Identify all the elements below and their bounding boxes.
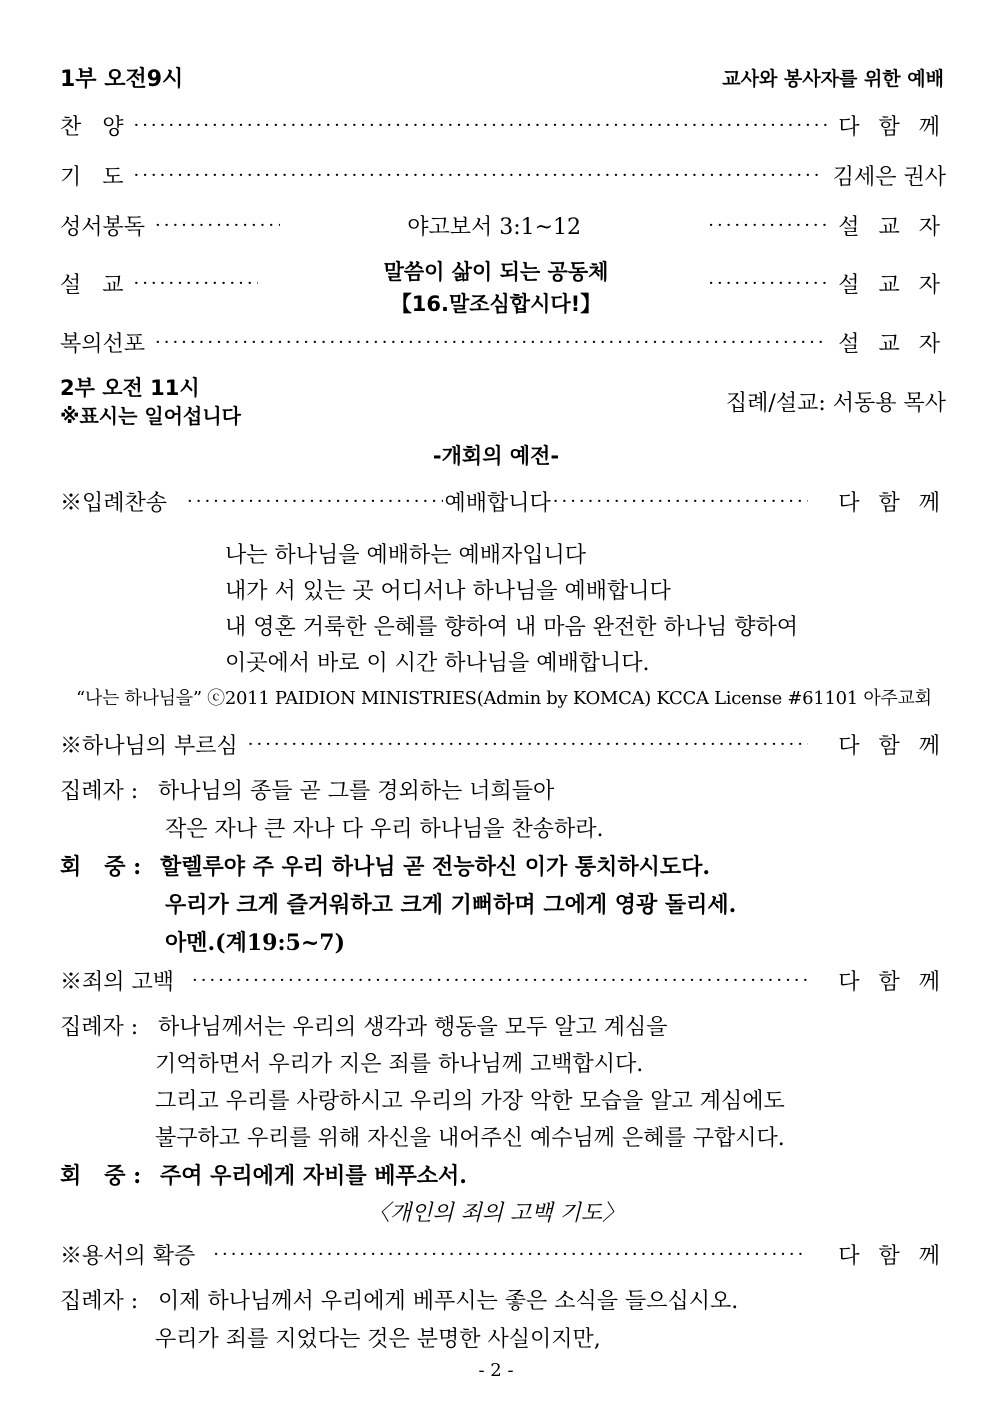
order-item-right: 다 함 께 (838, 114, 946, 140)
sermon-title: 말씀이 삶이 되는 공동체 (383, 260, 609, 284)
leader-line: 우리가 죄를 지었다는 것은 분명한 사실이지만, (155, 1327, 601, 1352)
congregation-line: 아멘.(계19:5~7) (165, 930, 346, 956)
order-item-prayer (60, 158, 946, 192)
congregation-line: 할렐루야 주 우리 하나님 곧 전능하신 이가 통치하시도다. (160, 854, 711, 880)
part1-heading: 1부 오전9시 (60, 67, 184, 92)
dot-leader (213, 1244, 808, 1265)
lyric-line: 내가 서 있는 곳 어디서나 하나님을 예배합니다 (225, 579, 671, 604)
leader-line: 그리고 우리를 사랑하시고 우리의 가장 악한 모습을 알고 계심에도 (155, 1089, 785, 1114)
order-item-benediction (60, 325, 946, 359)
order-item-right: 설 교 자 (838, 272, 946, 298)
lyric-line: 나는 하나님을 예배하는 예배자입니다 (225, 543, 587, 568)
leader-line: 하나님의 종들 곧 그를 경외하는 너희들아 (158, 779, 555, 804)
congregation-label: 회 중 : (60, 1163, 142, 1189)
leader-label: 집례자 : (60, 779, 139, 804)
order-item-scripture (60, 208, 946, 242)
dot-leader (133, 273, 258, 294)
dot-leader (133, 165, 822, 186)
order-item-label: 성서봉독 (60, 214, 146, 240)
part2-heading: 2부 오전 11시 (60, 376, 200, 400)
order-item-label: 기 도 (60, 164, 124, 190)
dot-leader (708, 215, 828, 236)
part1-heading-right: 교사와 봉사자를 위한 예배 (722, 68, 944, 90)
lyric-line: 내 영혼 거룩한 은혜를 향하여 내 마음 완전한 하나님 향하여 (225, 615, 798, 640)
standing-note: ※표시는 일어섭니다 (60, 404, 241, 428)
section-title-opening: -개회의 예전- (432, 444, 560, 468)
dot-leader (248, 734, 808, 755)
sermon-subtitle: 【16.말조심합시다!】 (390, 292, 602, 316)
dot-leader (192, 970, 808, 991)
dot-leader (553, 491, 808, 512)
order-item-label: 복의선포 (60, 331, 146, 357)
congregation-label: 회 중 : (60, 854, 142, 880)
order-item-right: 다 함 께 (838, 969, 946, 995)
leader-line: 불구하고 우리를 위해 자신을 내어주신 예수님께 은혜를 구합시다. (155, 1126, 785, 1151)
order-item-confession (60, 963, 946, 997)
order-item-label: ※입례찬송 (60, 490, 168, 516)
hymn-title: 예배합니다 (444, 490, 551, 516)
leader-label: 집례자 : (60, 1015, 139, 1040)
dot-leader (155, 332, 828, 353)
order-item-right: 다 함 께 (838, 733, 946, 759)
order-item-label: ※용서의 확증 (60, 1243, 196, 1269)
order-item-praise (60, 108, 946, 142)
dot-leader (708, 273, 828, 294)
leader-line: 기억하면서 우리가 지은 죄를 하나님께 고백합시다. (155, 1052, 644, 1077)
order-item-label: ※하나님의 부르심 (60, 733, 238, 759)
order-item-hymn (60, 484, 946, 518)
order-item-assurance (60, 1237, 946, 1271)
order-item-right: 다 함 께 (838, 1243, 946, 1269)
leader-line: 작은 자나 큰 자나 다 우리 하나님을 찬송하라. (165, 817, 604, 842)
order-item-label: 설 교 (60, 272, 124, 298)
hymn-copyright: “나는 하나님을” ⓒ2011 PAIDION MINISTRIES(Admin by KOMCA) KCCA License #61101 아주교회 (76, 688, 932, 709)
order-item-label: 찬 양 (60, 114, 124, 140)
private-prayer-note: 〈개인의 죄의 고백 기도〉 (367, 1201, 625, 1226)
dot-leader (187, 491, 442, 512)
order-item-right: 설 교 자 (838, 331, 946, 357)
page-number: - 2 - (478, 1360, 514, 1381)
dot-leader (155, 215, 280, 236)
order-item-label: ※죄의 고백 (60, 969, 175, 995)
leader-line: 하나님께서는 우리의 생각과 행동을 모두 알고 계심을 (158, 1015, 668, 1040)
order-item-right: 김세은 권사 (832, 164, 946, 190)
part2-leader: 집례/설교: 서동용 목사 (725, 391, 946, 416)
congregation-line: 우리가 크게 즐거워하고 크게 기뻐하며 그에게 영광 돌리세. (165, 892, 737, 918)
congregation-line: 주여 우리에게 자비를 베푸소서. (160, 1163, 467, 1189)
lyric-line: 이곳에서 바로 이 시간 하나님을 예배합니다. (225, 651, 650, 676)
order-item-right: 설 교 자 (838, 214, 946, 240)
scripture-reference: 야고보서 3:1~12 (407, 214, 582, 240)
leader-line: 이제 하나님께서 우리에게 베푸시는 좋은 소식을 들으십시오. (158, 1289, 739, 1314)
leader-label: 집례자 : (60, 1289, 139, 1314)
order-item-call-to-worship (60, 727, 946, 761)
dot-leader (133, 115, 828, 136)
order-item-right: 다 함 께 (838, 490, 946, 516)
